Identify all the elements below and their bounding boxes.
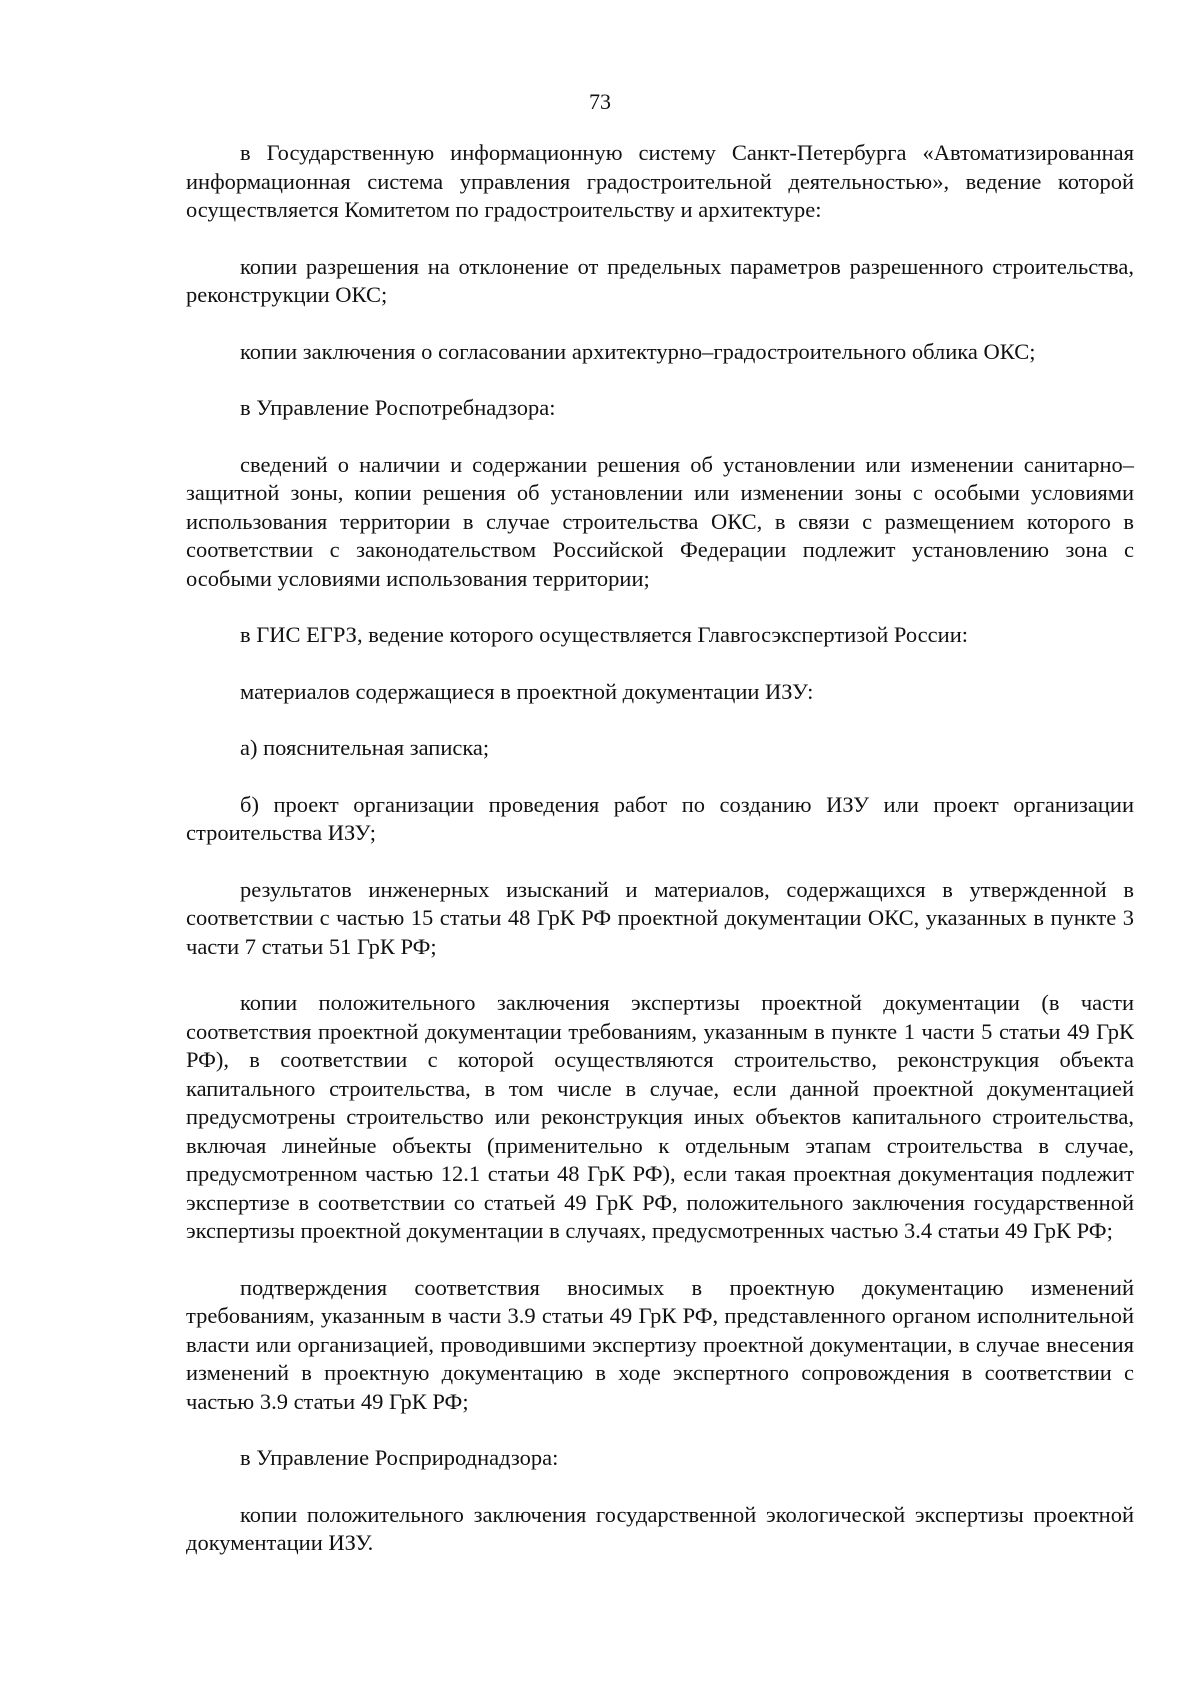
paragraph-changes-confirmation: подтверждения соответствия вносимых в проектную документацию изменений требованиям, указанным в части 3.9 статьи 49 ГрК РФ, представленного органом исполнительной власти или организацией, проводившими экспертизу проектной документации, в случае внесения изменений в проектную документацию в ходе экспертного сопровождения в соответствии с частью 3.9 статьи 49 ГрК РФ;	[186, 1274, 1134, 1414]
paragraph-expertise-conclusion: копии положительного заключения экспертизы проектной документации (в части соответствия проектной документации требованиям, указанным в пункте 1 части 5 статьи 49 ГрК РФ), в соответствии с которой осуществляются строительство, реконструкция объекта капитального строительства, в том числе в случае, если данной проектной документацией предусмотрены строительство или реконструкция иных объектов капитального строительства, включая линейные объекты (применительно к отдельным этапам строительства в случае, предусмотренном частью 12.1 статьи 48 ГрК РФ), если такая проектная документация подлежит экспертизе в соответствии со статьей 49 ГрК РФ, положительного заключения государственной экспертизы проектной документации в случаях, предусмотренных частью 3.4 статьи 49 ГрК РФ;	[186, 990, 1134, 1243]
paragraph-rosprirodnadzor: в Управление Росприроднадзора:	[240, 1445, 559, 1470]
document-body	[186, 139, 1134, 1586]
paragraph-engineering-surveys: результатов инженерных изысканий и материалов, содержащихся в утвержденной в соответствии с частью 15 статьи 48 ГрК РФ проектной документации ОКС, указанных в пункте 3 части 7 статьи 51 ГрК РФ;	[186, 876, 1134, 959]
paragraph-architectural-approval: копии заключения о согласовании архитектурно–градостроительного облика ОКС;	[240, 338, 1036, 364]
paragraph-gis-spb: в Государственную информационную систему Санкт-Петербурга «Автоматизированная информационная система управления градостроительной деятельностью», ведение которой осуществляется Комитетом по градостроительству и архитектуре:	[186, 140, 1134, 222]
paragraph-ecological-expertise: копии положительного заключения государственной экологической экспертизы проектной документации ИЗУ.	[186, 1501, 1134, 1555]
paragraph-gis-egrz: в ГИС ЕГРЗ, ведение которого осуществляется Главгосэкспертизой России:	[240, 622, 968, 647]
paragraph-item-b: б) проект организации проведения работ по созданию ИЗУ или проект организации строительства ИЗУ;	[186, 791, 1134, 845]
paragraph-deviation-permit: копии разрешения на отклонение от предельных параметров разрешенного строительства, реконструкции ОКС;	[186, 253, 1134, 307]
page-number: 73	[589, 89, 611, 114]
paragraph-rospotrebnadzor: в Управление Роспотребнадзора:	[240, 395, 556, 420]
paragraph-materials: материалов содержащиеся в проектной документации ИЗУ:	[240, 678, 814, 704]
paragraph-sanitary-zone: сведений о наличии и содержании решения об установлении или изменении санитарно–защитной зоны, копии решения об установлении или изменении зоны с особыми условиями использования территории в случае строительства ОКС, в связи с размещением которого в соответствии с законодательством Российской Федерации подлежит установлению зона с особыми условиями использования территории;	[186, 451, 1134, 591]
paragraph-item-a: а) пояснительная записка;	[240, 735, 490, 760]
